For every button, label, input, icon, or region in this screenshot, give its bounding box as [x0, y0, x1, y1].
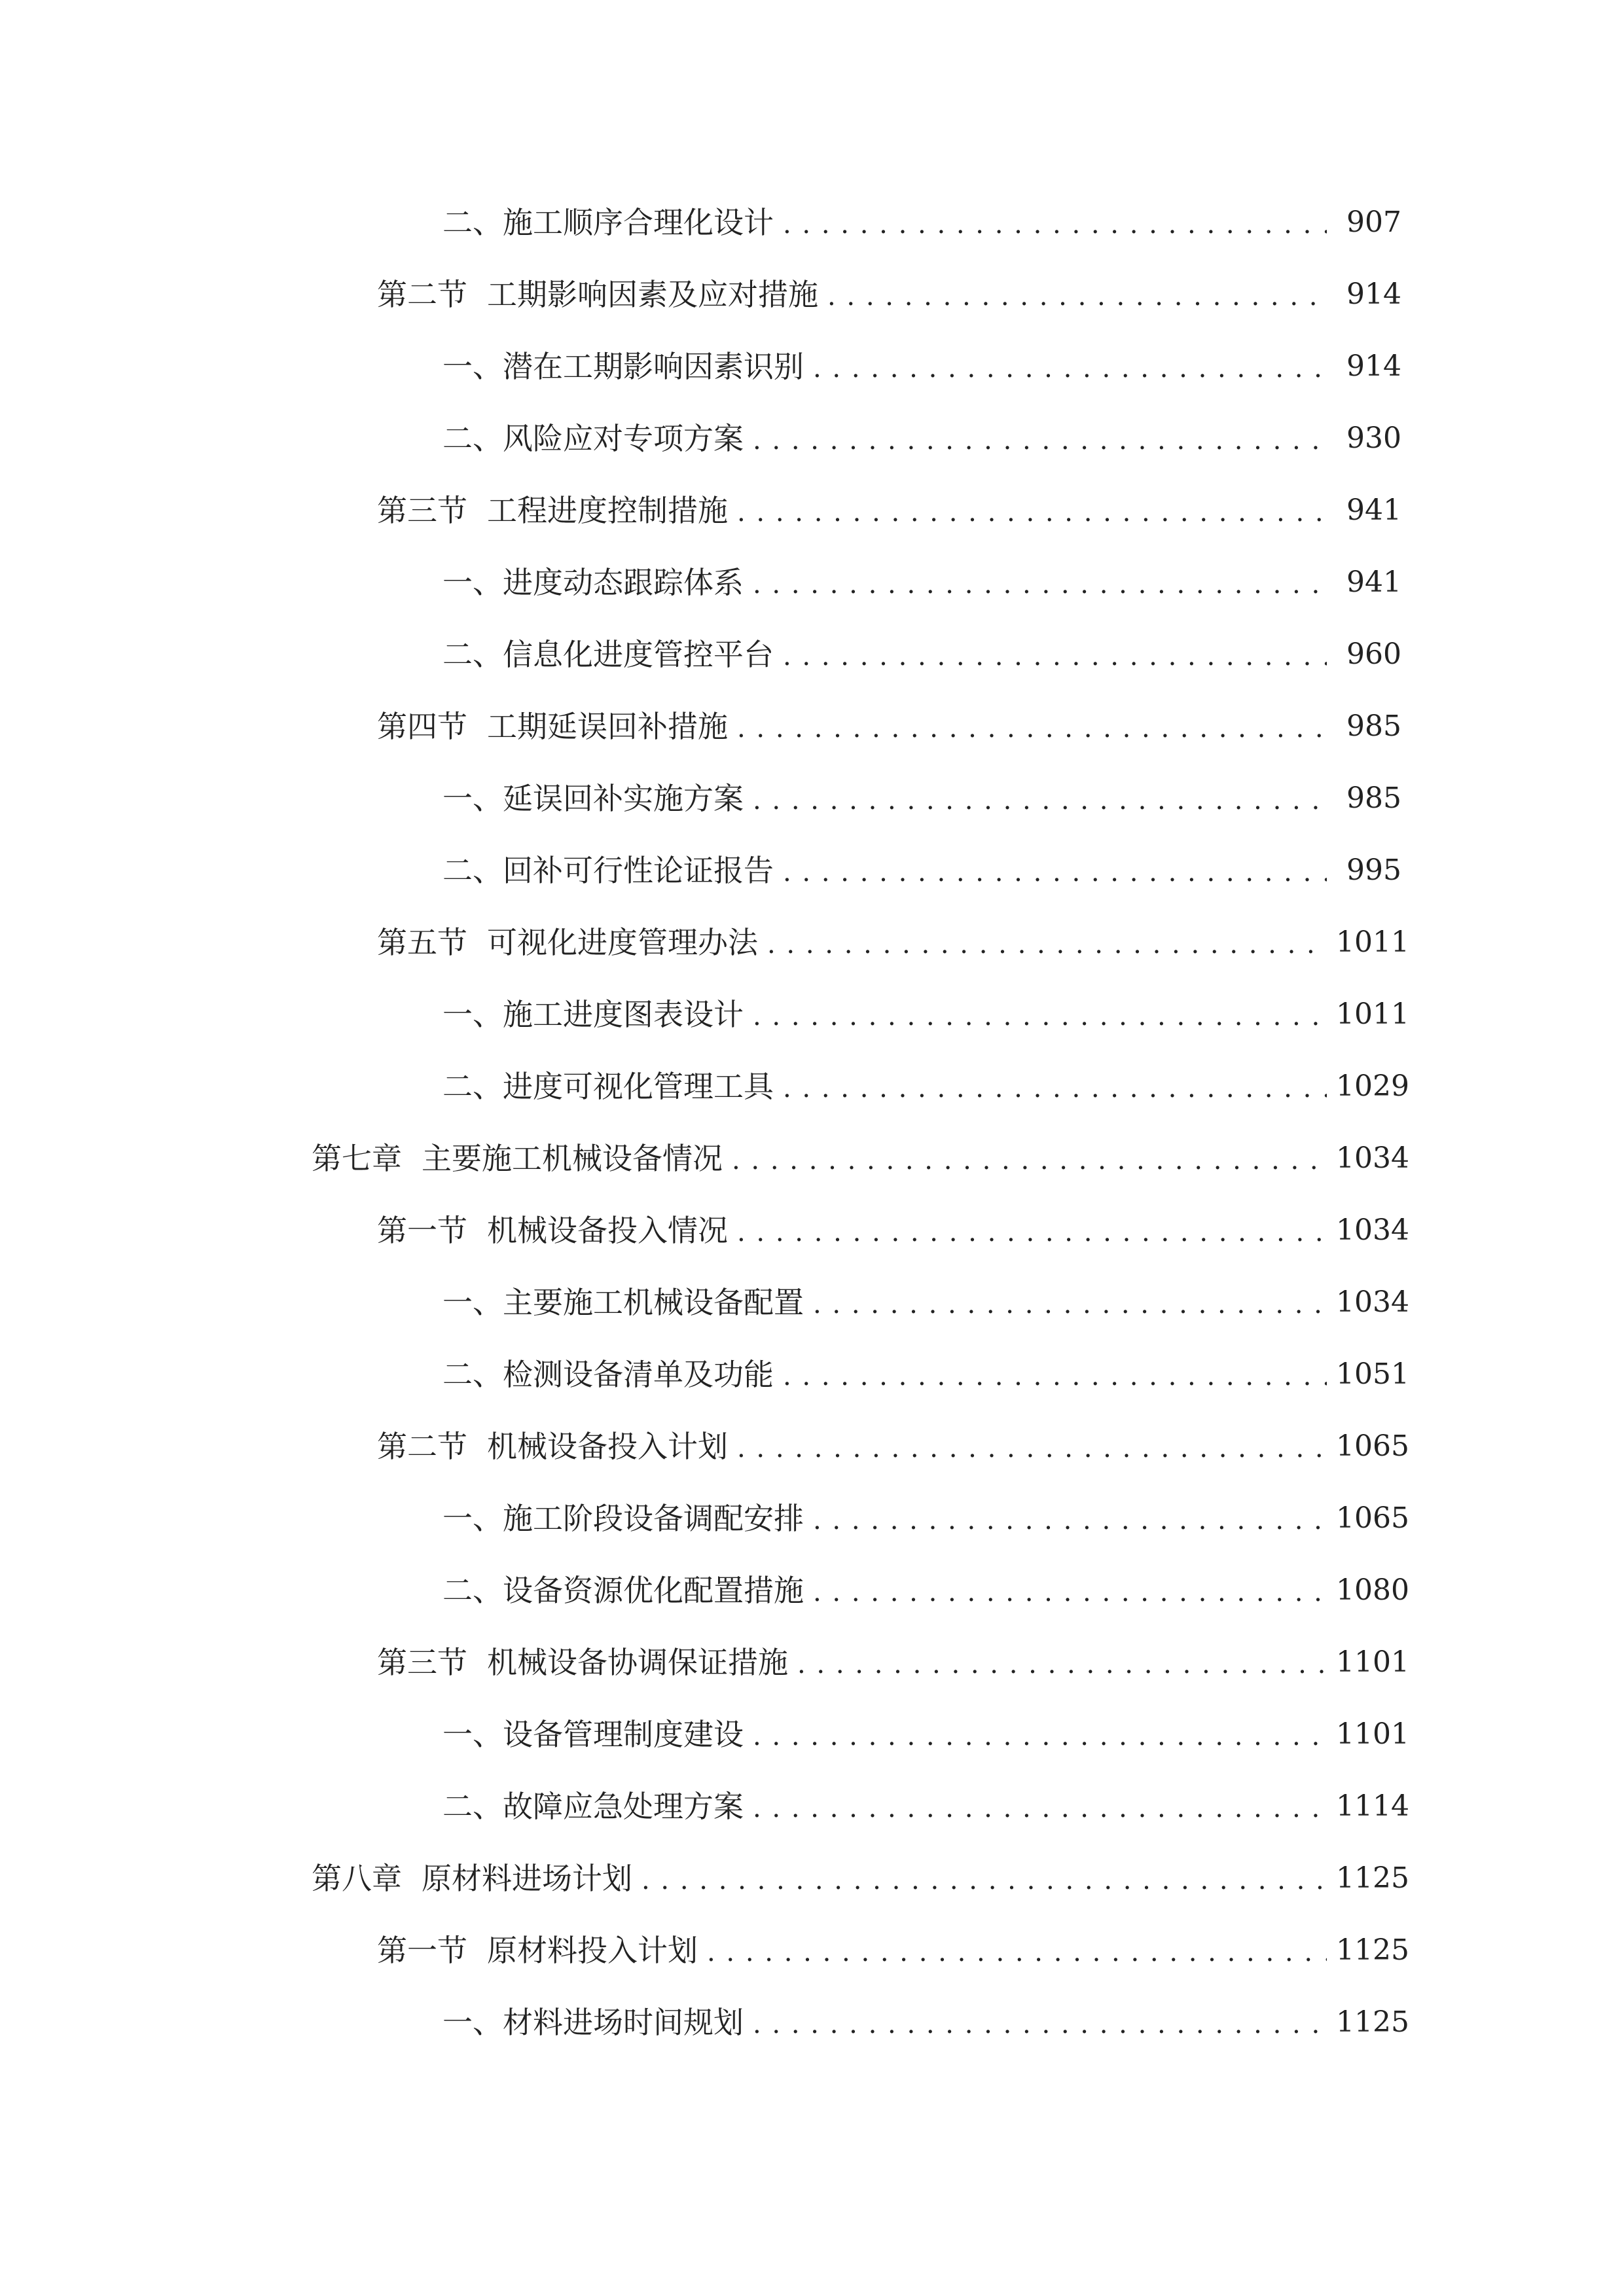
- toc-entry[interactable]: [0, 1194, 1624, 1266]
- dot-leader: [753, 995, 1327, 1034]
- toc-entry-marker: 二、: [442, 1573, 503, 1608]
- toc-entry[interactable]: [0, 1482, 1624, 1554]
- table-of-contents: [0, 187, 1624, 2058]
- toc-entry-marker: 第二节: [377, 277, 467, 312]
- dot-leader: [783, 1355, 1327, 1394]
- dot-leader: [813, 1571, 1327, 1610]
- toc-entry-page-number: 1034: [1336, 1213, 1409, 1247]
- toc-entry-page-number: 907: [1346, 206, 1401, 239]
- toc-entry-marker: 一、: [442, 1501, 503, 1536]
- toc-entry-title: 主要施工机械设备情况: [422, 1141, 723, 1176]
- toc-entry-title: 故障应急处理方案: [503, 1789, 744, 1824]
- toc-entry-page-number: 995: [1346, 853, 1401, 887]
- toc-entry-marker: 第三节: [377, 1645, 467, 1680]
- toc-entry-title: 原材料进场计划: [422, 1861, 632, 1896]
- dot-leader: [767, 923, 1327, 962]
- toc-entry[interactable]: [0, 1698, 1624, 1770]
- toc-entry-page-number: 1125: [1336, 2005, 1409, 2039]
- dot-leader: [753, 563, 1327, 602]
- toc-entry-page-number: 1080: [1336, 1573, 1409, 1607]
- toc-entry[interactable]: [0, 1770, 1624, 1842]
- toc-entry-marker: 一、: [442, 781, 503, 816]
- dot-leader: [753, 1715, 1327, 1754]
- toc-entry-page-number: 1065: [1336, 1501, 1409, 1535]
- toc-entry-page-number: 960: [1346, 637, 1401, 671]
- toc-entry-marker: 第八章: [312, 1861, 402, 1896]
- toc-entry[interactable]: [0, 1554, 1624, 1626]
- toc-entry-title: 原材料投入计划: [487, 1933, 698, 1968]
- toc-entry[interactable]: [0, 1050, 1624, 1122]
- toc-entry-title: 工期影响因素及应对措施: [487, 277, 818, 312]
- dot-leader: [737, 491, 1327, 530]
- toc-entry-page-number: 930: [1346, 422, 1401, 455]
- toc-entry[interactable]: [0, 1626, 1624, 1698]
- toc-entry-marker: 一、: [442, 2005, 503, 2040]
- toc-entry-page-number: 1051: [1336, 1357, 1409, 1391]
- toc-entry[interactable]: [0, 1338, 1624, 1410]
- toc-entry-title: 潜在工期影响因素识别: [503, 349, 804, 384]
- dot-leader: [783, 1067, 1327, 1106]
- toc-entry-page-number: 1125: [1336, 1861, 1409, 1895]
- toc-entry[interactable]: [0, 331, 1624, 403]
- toc-entry-page-number: 941: [1346, 565, 1401, 599]
- dot-leader: [783, 203, 1327, 242]
- toc-entry[interactable]: [0, 547, 1624, 619]
- toc-entry[interactable]: [0, 978, 1624, 1050]
- toc-entry-marker: 第七章: [312, 1141, 402, 1176]
- dot-leader: [753, 2003, 1327, 2042]
- dot-leader: [737, 1427, 1327, 1466]
- toc-entry-marker: 二、: [442, 1789, 503, 1824]
- toc-entry-title: 施工顺序合理化设计: [503, 205, 774, 240]
- toc-entry-marker: 一、: [442, 1717, 503, 1752]
- toc-entry[interactable]: [0, 475, 1624, 547]
- toc-entry-marker: 二、: [442, 421, 503, 456]
- dot-leader: [737, 707, 1327, 746]
- toc-entry-marker: 第三节: [377, 493, 467, 528]
- toc-entry-page-number: 1034: [1336, 1285, 1409, 1319]
- toc-entry-marker: 第四节: [377, 709, 467, 744]
- toc-entry-page-number: 914: [1346, 350, 1401, 383]
- dot-leader: [827, 275, 1327, 314]
- dot-leader: [797, 1643, 1327, 1682]
- dot-leader: [707, 1931, 1327, 1970]
- toc-entry-title: 机械设备投入情况: [487, 1213, 728, 1248]
- toc-entry-marker: 二、: [442, 637, 503, 672]
- toc-entry-title: 机械设备协调保证措施: [487, 1645, 788, 1680]
- toc-entry-page-number: 1011: [1336, 925, 1409, 959]
- toc-entry[interactable]: [0, 259, 1624, 331]
- toc-entry[interactable]: [0, 762, 1624, 834]
- toc-entry[interactable]: [0, 834, 1624, 906]
- dot-leader: [732, 1139, 1327, 1178]
- toc-entry[interactable]: [0, 1410, 1624, 1482]
- toc-entry-page-number: 985: [1346, 709, 1401, 743]
- dot-leader: [737, 1211, 1327, 1250]
- toc-entry[interactable]: [0, 1914, 1624, 1986]
- toc-entry-marker: 第五节: [377, 925, 467, 960]
- toc-entry[interactable]: [0, 906, 1624, 978]
- dot-leader: [783, 635, 1327, 674]
- toc-entry-page-number: 1101: [1336, 1717, 1409, 1751]
- toc-entry-title: 机械设备投入计划: [487, 1429, 728, 1464]
- toc-entry[interactable]: [0, 1122, 1624, 1194]
- toc-entry-page-number: 985: [1346, 781, 1401, 815]
- toc-entry-marker: 二、: [442, 1069, 503, 1104]
- dot-leader: [813, 1499, 1327, 1538]
- toc-entry-marker: 二、: [442, 853, 503, 888]
- dot-leader: [783, 851, 1327, 890]
- toc-entry[interactable]: [0, 1266, 1624, 1338]
- toc-entry-marker: 第二节: [377, 1429, 467, 1464]
- toc-entry[interactable]: [0, 691, 1624, 762]
- toc-entry[interactable]: [0, 1842, 1624, 1914]
- dot-leader: [753, 419, 1327, 458]
- toc-entry-marker: 一、: [442, 565, 503, 600]
- toc-entry-title: 风险应对专项方案: [503, 421, 744, 456]
- toc-entry-title: 工期延误回补措施: [487, 709, 728, 744]
- toc-entry-page-number: 1101: [1336, 1645, 1409, 1679]
- toc-entry-page-number: 1114: [1336, 1789, 1409, 1823]
- toc-entry-marker: 一、: [442, 997, 503, 1032]
- dot-leader: [813, 347, 1327, 386]
- toc-entry-title: 主要施工机械设备配置: [503, 1285, 804, 1320]
- toc-entry-title: 检测设备清单及功能: [503, 1357, 774, 1392]
- toc-entry-marker: 一、: [442, 1285, 503, 1320]
- toc-entry-page-number: 914: [1346, 278, 1401, 311]
- toc-entry-page-number: 941: [1346, 493, 1401, 527]
- toc-entry-marker: 二、: [442, 205, 503, 240]
- toc-entry-title: 材料进场时间规划: [503, 2005, 744, 2040]
- dot-leader: [753, 779, 1327, 818]
- dot-leader: [753, 1787, 1327, 1826]
- toc-entry-marker: 一、: [442, 349, 503, 384]
- toc-entry-title: 延误回补实施方案: [503, 781, 744, 816]
- toc-entry-title: 回补可行性论证报告: [503, 853, 774, 888]
- dot-leader: [641, 1859, 1327, 1898]
- toc-entry-title: 进度可视化管理工具: [503, 1069, 774, 1104]
- toc-entry-marker: 第一节: [377, 1213, 467, 1248]
- toc-entry[interactable]: [0, 1986, 1624, 2058]
- toc-entry-title: 可视化进度管理办法: [487, 925, 758, 960]
- toc-entry-marker: 第一节: [377, 1933, 467, 1968]
- toc-entry-title: 施工进度图表设计: [503, 997, 744, 1032]
- toc-entry-page-number: 1029: [1336, 1069, 1409, 1103]
- toc-entry[interactable]: [0, 403, 1624, 475]
- toc-entry-title: 信息化进度管控平台: [503, 637, 774, 672]
- dot-leader: [813, 1283, 1327, 1322]
- toc-entry-title: 工程进度控制措施: [487, 493, 728, 528]
- toc-entry-page-number: 1034: [1336, 1141, 1409, 1175]
- toc-entry-title: 设备管理制度建设: [503, 1717, 744, 1752]
- toc-entry-title: 进度动态跟踪体系: [503, 565, 744, 600]
- toc-entry-title: 施工阶段设备调配安排: [503, 1501, 804, 1536]
- toc-entry-page-number: 1065: [1336, 1429, 1409, 1463]
- toc-entry[interactable]: [0, 187, 1624, 259]
- toc-entry-page-number: 1125: [1336, 1933, 1409, 1967]
- toc-entry[interactable]: [0, 619, 1624, 691]
- toc-entry-marker: 二、: [442, 1357, 503, 1392]
- toc-entry-title: 设备资源优化配置措施: [503, 1573, 804, 1608]
- toc-entry-page-number: 1011: [1336, 997, 1409, 1031]
